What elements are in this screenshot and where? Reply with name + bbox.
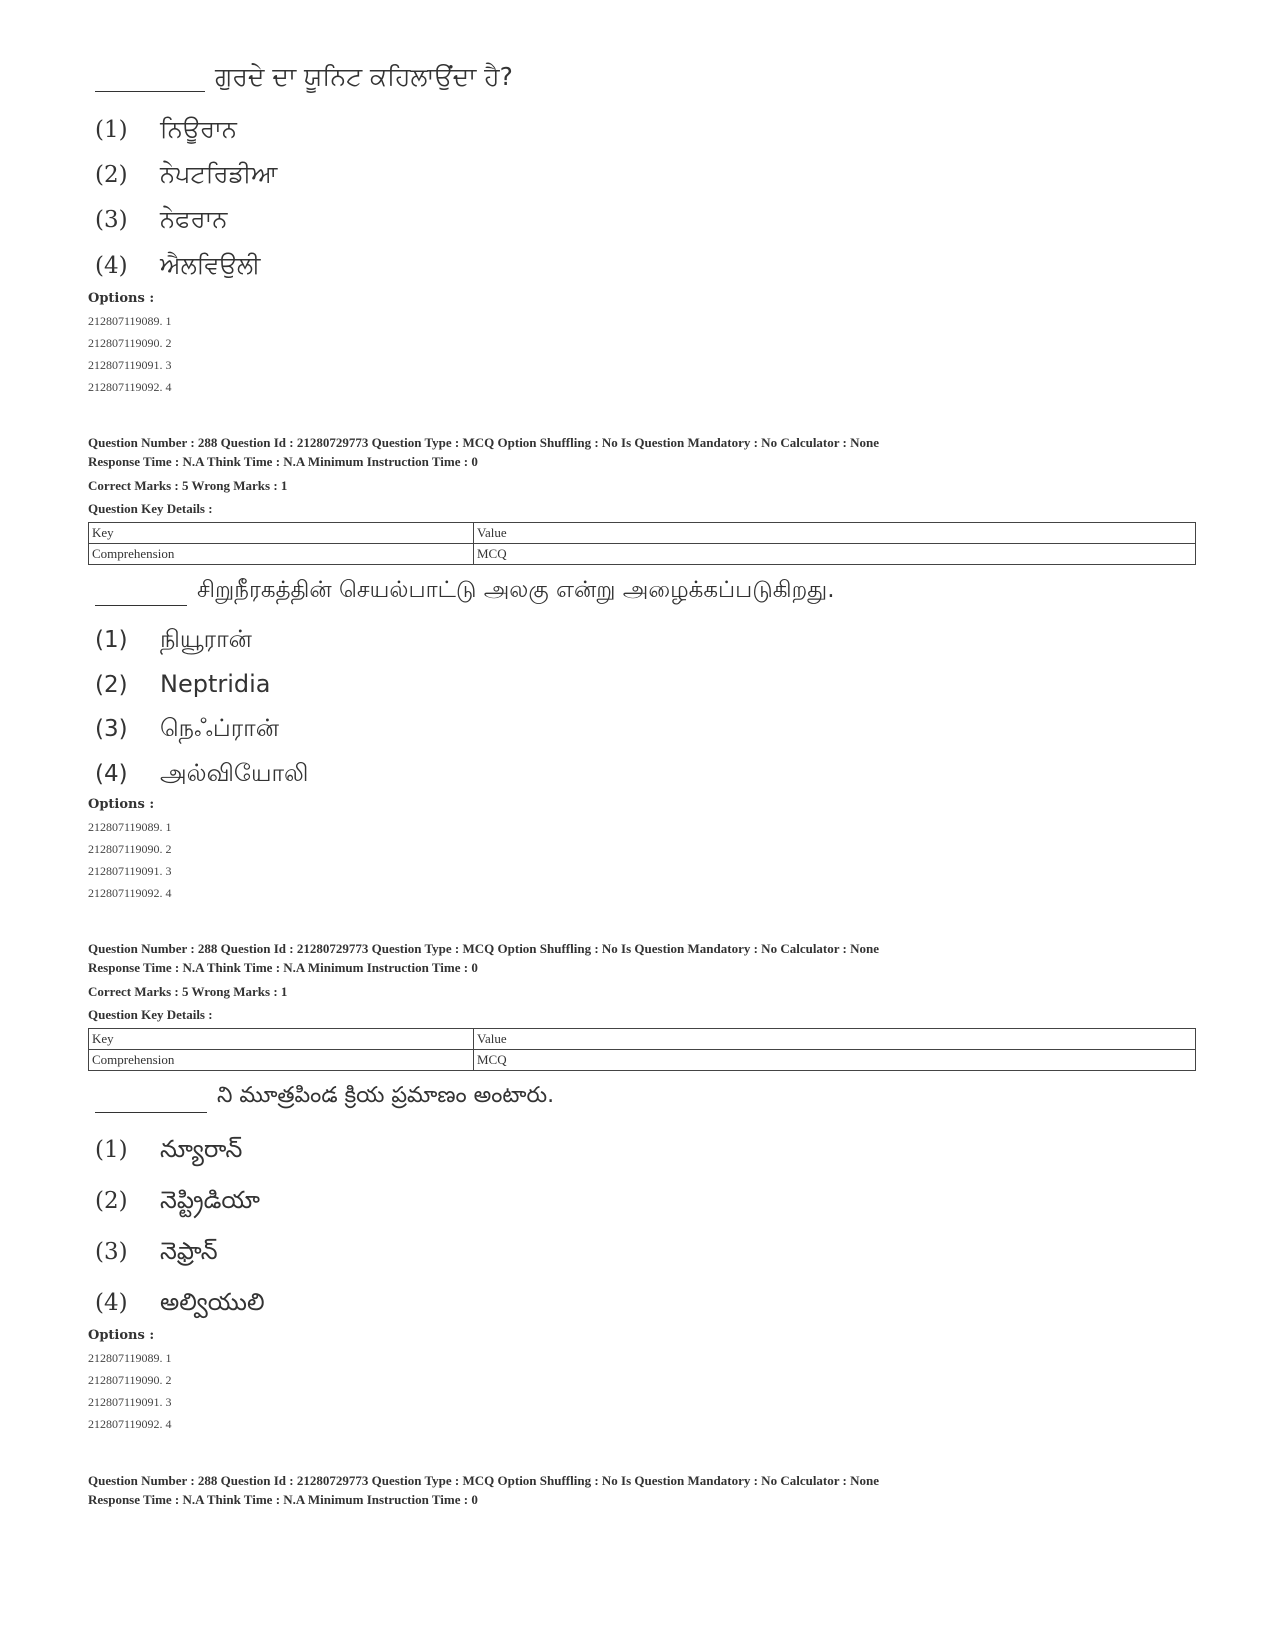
option-id: 212807119092. 4	[88, 1417, 172, 1431]
option-number: (4)	[95, 253, 128, 279]
option-1	[95, 115, 237, 143]
option-text: అల్వియులి	[160, 1288, 265, 1316]
options-label: Options :	[88, 797, 155, 812]
table-cell: MCQ	[474, 1050, 1196, 1071]
marks-meta: Correct Marks : 5 Wrong Marks : 1	[88, 984, 288, 999]
option-text: ਨੇਪਟਰਿਡੀਆ	[160, 160, 278, 188]
option-number: (3)	[95, 207, 128, 233]
response-meta: Response Time : N.A Think Time : N.A Minimum Instruction Time : 0	[88, 960, 478, 975]
option-number: (3)	[95, 1239, 128, 1265]
key-details-table	[88, 1028, 1196, 1071]
option-id: 212807119092. 4	[88, 380, 172, 394]
table-cell: MCQ	[474, 544, 1196, 565]
question-punjabi	[95, 62, 513, 92]
response-meta: Response Time : N.A Think Time : N.A Minimum Instruction Time : 0	[88, 454, 478, 469]
option-3	[95, 714, 279, 745]
option-number: (2)	[95, 672, 128, 698]
option-4	[95, 251, 260, 279]
option-1	[95, 1135, 242, 1169]
option-2	[95, 160, 277, 188]
option-text: ਐਲਵਿਉਲੀ	[160, 251, 261, 279]
options-label: Options :	[88, 291, 155, 306]
option-id: 212807119091. 3	[88, 1395, 172, 1409]
table-row	[89, 1050, 1196, 1071]
option-text: நியூரான்	[160, 625, 252, 653]
question-meta: Question Number : 288 Question Id : 21280729773 Question Type : MCQ Option Shuffling : No Is Question Mandatory : No Calculator : None	[88, 1473, 880, 1488]
answer-blank	[95, 63, 205, 92]
option-text: ਨੇਫਰਾਨ	[160, 205, 228, 233]
option-id: 212807119090. 2	[88, 336, 172, 350]
option-id: 212807119090. 2	[88, 842, 172, 856]
option-id: 212807119090. 2	[88, 1373, 172, 1387]
option-id: 212807119091. 3	[88, 864, 172, 878]
option-4	[95, 759, 309, 790]
table-row	[89, 544, 1196, 565]
option-text: న్యూరాన్	[160, 1135, 243, 1163]
option-number: (2)	[95, 162, 128, 188]
option-id: 212807119089. 1	[88, 314, 172, 328]
key-details-label: Question Key Details :	[88, 501, 213, 516]
question-text: ని మూత్రపిండ క్రియ ప్రమాణం అంటారు.	[217, 1083, 555, 1108]
table-header-cell: Value	[474, 1029, 1196, 1050]
table-header-row	[89, 1029, 1196, 1050]
option-number: (2)	[95, 1188, 128, 1214]
option-text: நெஃப்ரான்	[160, 714, 279, 742]
option-id: 212807119089. 1	[88, 820, 172, 834]
option-id: 212807119091. 3	[88, 358, 172, 372]
option-3	[95, 205, 227, 233]
question-telugu	[95, 1083, 554, 1113]
option-text: నెఫ్రాన్	[160, 1237, 218, 1265]
option-number: (4)	[95, 761, 128, 787]
option-text: నెప్ట్రిడియా	[160, 1186, 260, 1214]
option-4	[95, 1288, 265, 1322]
table-header-cell: Value	[474, 523, 1196, 544]
option-text: Neptridia	[160, 670, 271, 698]
option-1	[95, 625, 252, 656]
answer-blank	[95, 1084, 207, 1113]
question-text: சிறுநீரகத்தின் செயல்பாட்டு அலகு என்று அழைக்கப்படுகிறது.	[197, 577, 835, 603]
question-text: ਗੁਰਦੇ ਦਾ ਯੂਨਿਟ ਕਹਿਲਾਉਂਦਾ ਹੈ?	[215, 62, 513, 91]
table-header-row	[89, 523, 1196, 544]
table-cell: Comprehension	[89, 1050, 474, 1071]
table-cell: Comprehension	[89, 544, 474, 565]
option-text: அல்வியோலி	[160, 759, 309, 787]
option-3	[95, 1237, 218, 1271]
option-id: 212807119092. 4	[88, 886, 172, 900]
question-meta: Question Number : 288 Question Id : 21280729773 Question Type : MCQ Option Shuffling : No Is Question Mandatory : No Calculator : None	[88, 941, 880, 956]
table-header-cell: Key	[89, 1029, 474, 1050]
option-2	[95, 670, 271, 698]
key-details-label: Question Key Details :	[88, 1007, 213, 1022]
options-label: Options :	[88, 1328, 155, 1343]
question-meta: Question Number : 288 Question Id : 21280729773 Question Type : MCQ Option Shuffling : No Is Question Mandatory : No Calculator : None	[88, 435, 880, 450]
answer-blank	[95, 577, 187, 606]
key-details-table	[88, 522, 1196, 565]
option-id: 212807119089. 1	[88, 1351, 172, 1365]
option-text: ਨਿਊਰਾਨ	[160, 115, 237, 143]
response-meta: Response Time : N.A Think Time : N.A Minimum Instruction Time : 0	[88, 1492, 478, 1507]
option-number: (4)	[95, 1290, 128, 1316]
marks-meta: Correct Marks : 5 Wrong Marks : 1	[88, 478, 288, 493]
table-header-cell: Key	[89, 523, 474, 544]
question-tamil	[95, 577, 835, 606]
option-number: (1)	[95, 117, 128, 143]
option-number: (1)	[95, 1137, 128, 1163]
option-number: (3)	[95, 716, 128, 742]
option-number: (1)	[95, 627, 128, 653]
option-2	[95, 1186, 260, 1220]
